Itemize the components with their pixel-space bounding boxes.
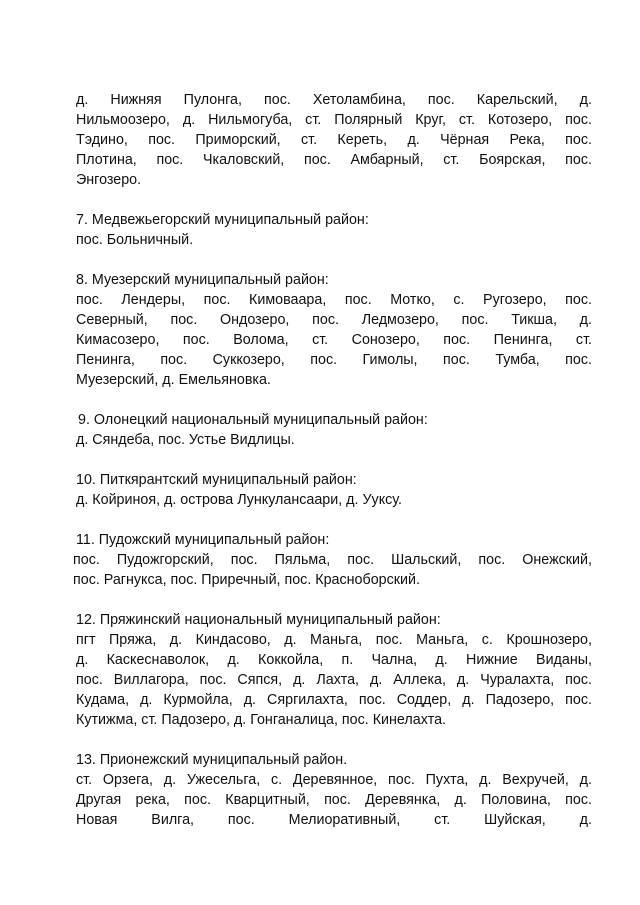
text-line: Энгозеро. — [76, 172, 142, 188]
text-line: Кудама, д. Курмойла, д. Сяргилахта, пос. Соддер, д. Падозеро, пос. — [76, 692, 592, 708]
intro-paragraph — [76, 90, 592, 190]
text-line: Нильмоозеро, д. Нильмогуба, ст. Полярный Круг, ст. Котозеро, пос. — [76, 112, 592, 128]
section-heading: 9. Олонецкий национальный муниципальный район: — [78, 412, 428, 428]
section-heading: 8. Муезерский муниципальный район: — [76, 272, 329, 288]
text-line: Тэдино, пос. Приморский, ст. Кереть, д. Чёрная Река, пос. — [76, 132, 592, 148]
text-line: Новая Вилга, пос. Мелиоративный, ст. Шуйская, д. — [76, 812, 592, 828]
text-line: Другая река, пос. Кварцитный, пос. Деревянка, д. Половина, пос. — [76, 792, 592, 808]
text-line: пос. Виллагора, пос. Сяпся, д. Лахта, д. Аллека, д. Чуралахта, пос. — [76, 672, 592, 688]
section-heading: 7. Медвежьегорский муниципальный район: — [76, 212, 369, 228]
text-line: д. Нижняя Пулонга, пос. Хетоламбина, пос. Карельский, д. — [76, 92, 592, 108]
text-line: Муезерский, д. Емельяновка. — [76, 372, 271, 388]
text-line: Северный, пос. Ондозеро, пос. Ледмозеро, пос. Тикша, д. — [76, 312, 592, 328]
text-line: пос. Больничный. — [76, 232, 194, 248]
text-line: ст. Орзега, д. Ужесельга, с. Деревянное, пос. Пухта, д. Вехручей, д. — [76, 772, 592, 788]
section-heading: 11. Пудожский муниципальный район: — [76, 532, 330, 548]
section-11 — [73, 530, 592, 590]
section-7 — [76, 210, 592, 250]
section-heading: 12. Пряжинский национальный муниципальный район: — [76, 612, 441, 628]
section-13 — [76, 750, 592, 830]
text-line: пгт Пряжа, д. Киндасово, д. Маньга, пос. Маньга, с. Крошнозеро, — [76, 632, 592, 648]
text-line: Кутижма, ст. Падозеро, д. Гонганалица, пос. Кинелахта. — [76, 712, 447, 728]
text-line: д. Сяндеба, пос. Устье Видлицы. — [76, 432, 295, 448]
text-line: д. Каскеснаволок, д. Коккойла, п. Чална, д. Нижние Виданы, — [76, 652, 592, 668]
text-line: Пенинга, пос. Суккозеро, пос. Гимолы, пос. Тумба, пос. — [76, 352, 592, 368]
section-heading: 13. Прионежский муниципальный район. — [76, 752, 348, 768]
text-line: пос. Пудожгорский, пос. Пяльма, пос. Шальский, пос. Онежский, — [73, 552, 592, 568]
section-9 — [78, 410, 594, 450]
section-12 — [76, 610, 592, 730]
section-10 — [76, 470, 592, 510]
text-line: пос. Рагнукса, пос. Приречный, пос. Красноборский. — [73, 572, 420, 588]
text-line: пос. Лендеры, пос. Кимоваара, пос. Мотко, с. Ругозеро, пос. — [76, 292, 592, 308]
section-heading: 10. Питкярантский муниципальный район: — [76, 472, 357, 488]
text-line: д. Койриноя, д. острова Лункулансаари, д. Ууксу. — [76, 492, 402, 508]
text-line: Кимасозеро, пос. Волома, ст. Сонозеро, пос. Пенинга, ст. — [76, 332, 592, 348]
text-line: Плотина, пос. Чкаловский, пос. Амбарный, ст. Боярская, пос. — [76, 152, 592, 168]
section-8 — [76, 270, 592, 390]
